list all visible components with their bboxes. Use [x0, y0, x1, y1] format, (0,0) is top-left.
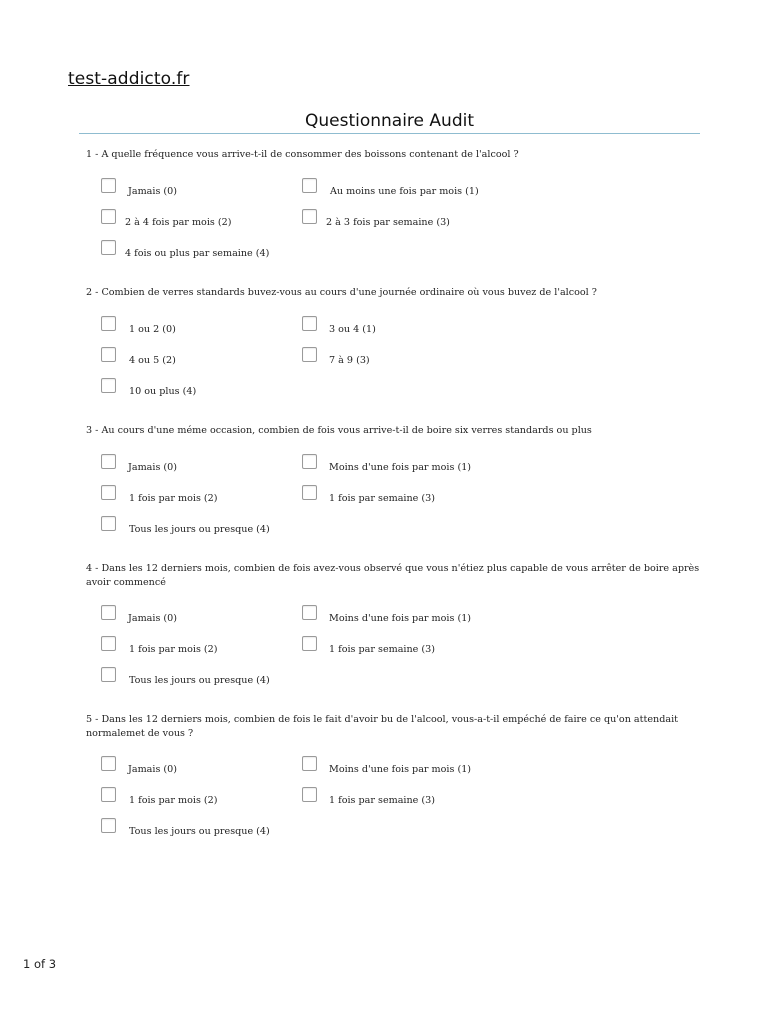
- option-label: 1 fois par semaine (3): [329, 795, 435, 806]
- question-5-option-5[interactable]: [101, 818, 291, 840]
- option-label: 10 ou plus (4): [129, 386, 197, 397]
- question-4-option-4[interactable]: [302, 636, 492, 658]
- page-number: 1 of 3: [23, 957, 57, 971]
- checkbox[interactable]: [101, 378, 116, 393]
- question-5-option-2[interactable]: [302, 756, 492, 778]
- option-label: Tous les jours ou presque (4): [129, 675, 270, 686]
- option-label: 1 ou 2 (0): [129, 324, 176, 335]
- question-4-text: 4 - Dans les 12 derniers mois, combien de fois avez-vous observé que vous n'étiez plus capable de vous arrêter de boire après avoir commencé: [86, 563, 700, 588]
- option-label: Moins d'une fois par mois (1): [329, 613, 472, 624]
- checkbox[interactable]: [101, 605, 116, 620]
- option-label: Tous les jours ou presque (4): [129, 826, 270, 837]
- question-2-option-1[interactable]: [101, 316, 291, 338]
- option-label: Tous les jours ou presque (4): [129, 524, 270, 535]
- question-4-option-2[interactable]: [302, 605, 492, 627]
- checkbox[interactable]: [101, 209, 116, 224]
- question-4-option-3[interactable]: [101, 636, 291, 658]
- option-label: 7 à 9 (3): [329, 355, 370, 366]
- question-2-text: 2 - Combien de verres standards buvez-vous au cours d'une journée ordinaire où vous buvez de l'alcool ?: [86, 287, 597, 298]
- checkbox[interactable]: [302, 787, 317, 802]
- question-3-option-4[interactable]: [302, 485, 492, 507]
- checkbox[interactable]: [101, 516, 116, 531]
- option-label: Jamais (0): [128, 764, 178, 775]
- question-5-text: 5 - Dans les 12 derniers mois, combien de fois le fait d'avoir bu de l'alcool, vous-a-t-il empéché de faire ce qu'on attendait normalemet de vous ?: [86, 714, 679, 739]
- checkbox[interactable]: [101, 818, 116, 833]
- checkbox[interactable]: [101, 756, 116, 771]
- option-label: Jamais (0): [128, 462, 178, 473]
- checkbox[interactable]: [101, 485, 116, 500]
- question-2-option-3[interactable]: [101, 347, 291, 369]
- question-3-text: 3 - Au cours d'une méme occasion, combien de fois vous arrive-t-il de boire six verres standards ou plus: [86, 425, 592, 436]
- checkbox[interactable]: [101, 240, 116, 255]
- form-title: Questionnaire Audit: [304, 111, 474, 131]
- question-1-option-3[interactable]: [101, 209, 291, 231]
- option-label: 1 fois par mois (2): [129, 493, 218, 504]
- title-divider: [79, 133, 700, 134]
- option-label: Moins d'une fois par mois (1): [329, 462, 472, 473]
- question-3-option-5[interactable]: [101, 516, 291, 538]
- checkbox[interactable]: [101, 667, 116, 682]
- option-label: 4 fois ou plus par semaine (4): [125, 248, 270, 259]
- question-2-option-4[interactable]: [302, 347, 492, 369]
- option-label: 3 ou 4 (1): [329, 324, 376, 335]
- checkbox[interactable]: [302, 454, 317, 469]
- checkbox[interactable]: [302, 209, 317, 224]
- question-1-option-5[interactable]: [101, 240, 291, 262]
- question-5-option-4[interactable]: [302, 787, 492, 809]
- checkbox[interactable]: [302, 756, 317, 771]
- question-1-option-4[interactable]: [302, 209, 492, 231]
- option-label: Jamais (0): [128, 613, 178, 624]
- option-label: Au moins une fois par mois (1): [330, 186, 479, 197]
- checkbox[interactable]: [302, 316, 317, 331]
- question-5-option-1[interactable]: [101, 756, 291, 778]
- question-1-option-1[interactable]: [101, 178, 291, 200]
- question-2-option-5[interactable]: [101, 378, 291, 400]
- checkbox[interactable]: [101, 787, 116, 802]
- option-label: 2 à 4 fois par mois (2): [125, 217, 232, 228]
- question-3-option-1[interactable]: [101, 454, 291, 476]
- option-label: 1 fois par semaine (3): [329, 644, 435, 655]
- option-label: 2 à 3 fois par semaine (3): [326, 217, 450, 228]
- checkbox[interactable]: [302, 605, 317, 620]
- question-3-option-2[interactable]: [302, 454, 492, 476]
- option-label: 1 fois par mois (2): [129, 644, 218, 655]
- question-1-text: 1 - A quelle fréquence vous arrive-t-il de consommer des boissons contenant de l'alcool ?: [86, 149, 519, 160]
- question-3-option-3[interactable]: [101, 485, 291, 507]
- checkbox[interactable]: [302, 636, 317, 651]
- checkbox[interactable]: [101, 636, 116, 651]
- checkbox[interactable]: [101, 454, 116, 469]
- question-4-option-1[interactable]: [101, 605, 291, 627]
- option-label: Jamais (0): [128, 186, 178, 197]
- checkbox[interactable]: [101, 178, 116, 193]
- question-1-option-2[interactable]: [302, 178, 492, 200]
- checkbox[interactable]: [302, 485, 317, 500]
- question-2-option-2[interactable]: [302, 316, 492, 338]
- question-5-option-3[interactable]: [101, 787, 291, 809]
- checkbox[interactable]: [101, 347, 116, 362]
- site-link[interactable]: test-addicto.fr: [68, 69, 190, 89]
- checkbox[interactable]: [101, 316, 116, 331]
- option-label: 1 fois par mois (2): [129, 795, 218, 806]
- option-label: 4 ou 5 (2): [129, 355, 176, 366]
- option-label: 1 fois par semaine (3): [329, 493, 435, 504]
- checkbox[interactable]: [302, 178, 317, 193]
- option-label: Moins d'une fois par mois (1): [329, 764, 472, 775]
- checkbox[interactable]: [302, 347, 317, 362]
- question-4-option-5[interactable]: [101, 667, 291, 689]
